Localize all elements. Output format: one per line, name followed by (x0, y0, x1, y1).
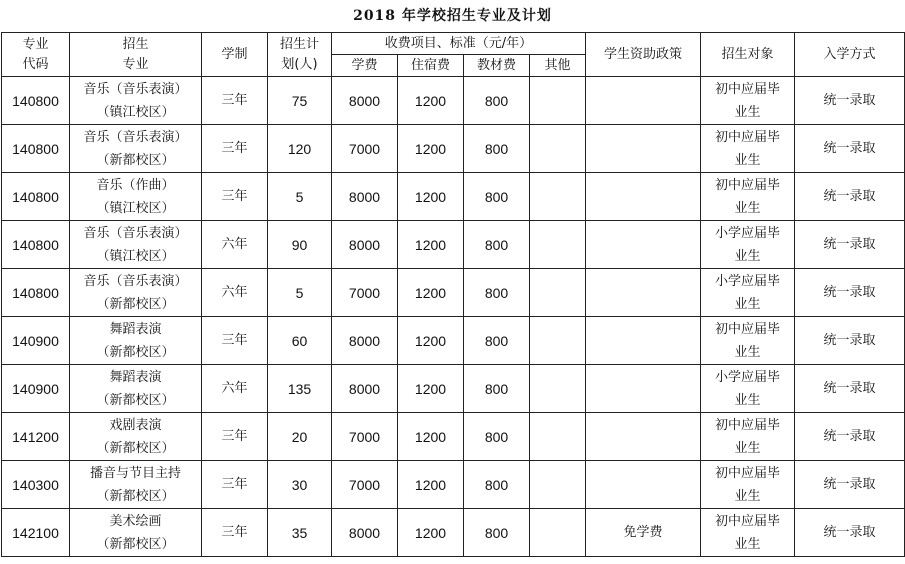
cell-plan: 60 (268, 317, 332, 365)
cell-major: 音乐（音乐表演） （镇江校区） (70, 77, 202, 125)
admission-plan-table (1, 32, 905, 557)
cell-tuition: 7000 (332, 413, 398, 461)
header-code: 专业 代码 (2, 33, 70, 77)
cell-duration: 三年 (202, 413, 268, 461)
cell-plan: 120 (268, 125, 332, 173)
cell-target: 小学应届毕 业生 (701, 365, 795, 413)
cell-other (530, 77, 586, 125)
cell-duration: 三年 (202, 317, 268, 365)
cell-plan: 135 (268, 365, 332, 413)
cell-code: 140900 (2, 365, 70, 413)
cell-other (530, 221, 586, 269)
cell-major: 美术绘画 （新都校区） (70, 509, 202, 557)
cell-code: 140800 (2, 125, 70, 173)
cell-textbook: 800 (464, 125, 530, 173)
cell-plan: 90 (268, 221, 332, 269)
cell-code: 141200 (2, 413, 70, 461)
cell-textbook: 800 (464, 413, 530, 461)
cell-lodging: 1200 (398, 509, 464, 557)
table-row (2, 317, 905, 365)
cell-tuition: 7000 (332, 269, 398, 317)
header-plan: 招生计 划(人) (268, 33, 332, 77)
cell-aid (586, 269, 701, 317)
cell-lodging: 1200 (398, 413, 464, 461)
cell-textbook: 800 (464, 77, 530, 125)
cell-tuition: 8000 (332, 173, 398, 221)
cell-major: 音乐（音乐表演） （新都校区） (70, 269, 202, 317)
cell-textbook: 800 (464, 317, 530, 365)
cell-aid (586, 125, 701, 173)
cell-target: 初中应届毕 业生 (701, 509, 795, 557)
cell-admission: 统一录取 (795, 77, 905, 125)
cell-duration: 三年 (202, 509, 268, 557)
cell-admission: 统一录取 (795, 509, 905, 557)
cell-admission: 统一录取 (795, 317, 905, 365)
table-row (2, 221, 905, 269)
cell-major: 音乐（音乐表演） （新都校区） (70, 125, 202, 173)
cell-lodging: 1200 (398, 461, 464, 509)
cell-tuition: 8000 (332, 365, 398, 413)
cell-duration: 三年 (202, 77, 268, 125)
header-lodging: 住宿费 (398, 55, 464, 77)
cell-tuition: 7000 (332, 461, 398, 509)
cell-plan: 75 (268, 77, 332, 125)
header-aid: 学生资助政策 (586, 33, 701, 77)
cell-lodging: 1200 (398, 173, 464, 221)
cell-code: 140800 (2, 221, 70, 269)
cell-lodging: 1200 (398, 221, 464, 269)
cell-duration: 六年 (202, 269, 268, 317)
cell-tuition: 8000 (332, 317, 398, 365)
cell-duration: 三年 (202, 125, 268, 173)
cell-aid (586, 221, 701, 269)
header-admission: 入学方式 (795, 33, 905, 77)
cell-aid: 免学费 (586, 509, 701, 557)
table-row (2, 509, 905, 557)
table-row (2, 269, 905, 317)
cell-target: 初中应届毕 业生 (701, 125, 795, 173)
cell-duration: 三年 (202, 173, 268, 221)
cell-other (530, 461, 586, 509)
header-duration: 学制 (202, 33, 268, 77)
table-row (2, 461, 905, 509)
cell-aid (586, 77, 701, 125)
cell-admission: 统一录取 (795, 173, 905, 221)
cell-lodging: 1200 (398, 317, 464, 365)
cell-admission: 统一录取 (795, 125, 905, 173)
cell-major: 音乐（音乐表演） （镇江校区） (70, 221, 202, 269)
cell-aid (586, 365, 701, 413)
cell-other (530, 413, 586, 461)
cell-code: 140800 (2, 77, 70, 125)
cell-major: 音乐（作曲） （镇江校区） (70, 173, 202, 221)
cell-plan: 35 (268, 509, 332, 557)
page-title: 2018 年学校招生专业及计划 (353, 8, 552, 24)
cell-admission: 统一录取 (795, 461, 905, 509)
cell-admission: 统一录取 (795, 413, 905, 461)
cell-textbook: 800 (464, 461, 530, 509)
cell-textbook: 800 (464, 173, 530, 221)
header-other: 其他 (530, 55, 586, 77)
header-textbook: 教材费 (464, 55, 530, 77)
cell-other (530, 125, 586, 173)
cell-code: 140300 (2, 461, 70, 509)
cell-other (530, 317, 586, 365)
cell-other (530, 365, 586, 413)
header-target: 招生对象 (701, 33, 795, 77)
cell-duration: 六年 (202, 221, 268, 269)
header-tuition: 学费 (332, 55, 398, 77)
cell-aid (586, 173, 701, 221)
table-row (2, 413, 905, 461)
table-row (2, 125, 905, 173)
cell-target: 初中应届毕 业生 (701, 77, 795, 125)
cell-target: 初中应届毕 业生 (701, 461, 795, 509)
table-body (2, 77, 905, 557)
header-major: 招生 专业 (70, 33, 202, 77)
cell-tuition: 8000 (332, 77, 398, 125)
cell-duration: 六年 (202, 365, 268, 413)
cell-other (530, 269, 586, 317)
cell-target: 初中应届毕 业生 (701, 317, 795, 365)
cell-duration: 三年 (202, 461, 268, 509)
cell-target: 小学应届毕 业生 (701, 269, 795, 317)
cell-lodging: 1200 (398, 125, 464, 173)
cell-major: 舞蹈表演 （新都校区） (70, 365, 202, 413)
cell-other (530, 509, 586, 557)
cell-tuition: 7000 (332, 125, 398, 173)
table-row (2, 173, 905, 221)
header-fees-group: 收费项目、标准（元/年） (332, 33, 586, 55)
cell-code: 140800 (2, 269, 70, 317)
cell-target: 小学应届毕 业生 (701, 221, 795, 269)
cell-other (530, 173, 586, 221)
cell-major: 播音与节目主持 （新都校区） (70, 461, 202, 509)
cell-plan: 30 (268, 461, 332, 509)
cell-tuition: 8000 (332, 221, 398, 269)
cell-target: 初中应届毕 业生 (701, 413, 795, 461)
cell-textbook: 800 (464, 365, 530, 413)
cell-textbook: 800 (464, 269, 530, 317)
cell-lodging: 1200 (398, 365, 464, 413)
cell-plan: 5 (268, 173, 332, 221)
cell-aid (586, 317, 701, 365)
cell-code: 142100 (2, 509, 70, 557)
cell-admission: 统一录取 (795, 269, 905, 317)
cell-code: 140900 (2, 317, 70, 365)
cell-textbook: 800 (464, 509, 530, 557)
cell-major: 舞蹈表演 （新都校区） (70, 317, 202, 365)
cell-admission: 统一录取 (795, 221, 905, 269)
cell-major: 戏剧表演 （新都校区） (70, 413, 202, 461)
table-row (2, 77, 905, 125)
cell-lodging: 1200 (398, 77, 464, 125)
cell-target: 初中应届毕 业生 (701, 173, 795, 221)
cell-plan: 20 (268, 413, 332, 461)
cell-code: 140800 (2, 173, 70, 221)
cell-plan: 5 (268, 269, 332, 317)
cell-aid (586, 413, 701, 461)
cell-admission: 统一录取 (795, 365, 905, 413)
table-row (2, 365, 905, 413)
cell-aid (586, 461, 701, 509)
cell-textbook: 800 (464, 221, 530, 269)
cell-lodging: 1200 (398, 269, 464, 317)
cell-tuition: 8000 (332, 509, 398, 557)
